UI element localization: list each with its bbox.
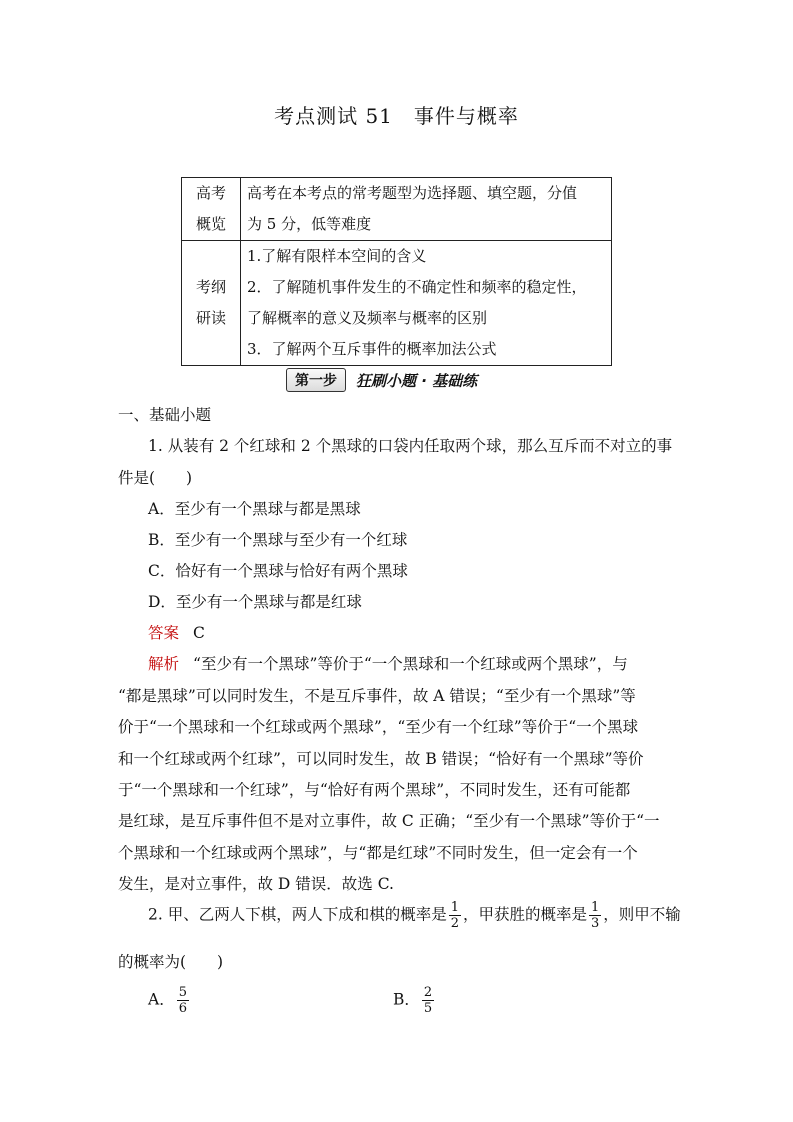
table-row <box>182 178 612 241</box>
analysis-line: 是红球，是互斥事件但不是对立事件，故 C 正确；“至少有一个黑球”等价于“一 <box>118 812 660 830</box>
table-label-syllabus <box>182 241 241 366</box>
table-content-overview <box>241 178 612 241</box>
label-line: 考纲 <box>195 278 226 296</box>
q2-stem-cont: 的概率为( ) <box>118 953 224 971</box>
label-line: 高考 <box>195 184 226 202</box>
analysis-text: “至少有一个黑球”等价于“一个黑球和一个红球或两个黑球”，与 <box>193 655 628 673</box>
table-label-overview <box>182 178 241 241</box>
q1-option-a: A．至少有一个黑球与都是黑球 <box>148 500 361 518</box>
q1-option-c: C．恰好有一个黑球与恰好有两个黑球 <box>148 562 408 580</box>
table-row <box>182 241 612 366</box>
step-banner <box>286 368 477 392</box>
step-badge: 第一步 <box>286 368 346 392</box>
q1-answer <box>148 621 205 643</box>
overview-table <box>181 177 612 366</box>
label-line: 概览 <box>195 215 226 233</box>
q1-option-d: D．至少有一个黑球与都是红球 <box>148 593 362 611</box>
q2-text: ，则甲不输 <box>603 905 681 924</box>
answer-label: 答案 <box>148 624 180 642</box>
q2-stem <box>148 900 681 931</box>
fraction-denominator: 3 <box>591 916 600 931</box>
q1-stem: 1. 从装有 2 个红球和 2 个黑球的口袋内任取两个球，那么互斥而不对立的事 <box>148 437 673 455</box>
table-content-syllabus <box>241 241 612 366</box>
q2-option-a <box>148 985 191 1016</box>
fraction-denominator: 6 <box>178 1001 187 1016</box>
option-label: A． <box>148 990 175 1009</box>
fraction <box>589 900 601 931</box>
step-subtitle: 狂刷小题 · 基础练 <box>356 371 478 390</box>
content-line: 2．了解随机事件发生的不确定性和频率的稳定性， <box>247 278 587 296</box>
q2-option-b <box>393 985 436 1016</box>
fraction-denominator: 2 <box>450 916 459 931</box>
q1-analysis-first <box>148 652 628 674</box>
fraction-numerator: 1 <box>450 900 459 915</box>
fraction-numerator: 2 <box>423 985 433 1000</box>
content-line: 了解概率的意义及频率与概率的区别 <box>247 309 488 327</box>
q1-option-b: B．至少有一个黑球与至少有一个红球 <box>148 531 408 549</box>
answer-value: C <box>193 624 205 642</box>
fraction-numerator: 1 <box>591 900 600 915</box>
fraction-numerator: 5 <box>178 985 187 1000</box>
q2-text: 2. 甲、乙两人下棋，两人下成和棋的概率是 <box>148 905 447 924</box>
content-line: 为 5 分，低等难度 <box>247 215 372 233</box>
q2-text: ，甲获胜的概率是 <box>463 905 588 924</box>
fraction <box>177 985 189 1016</box>
content-line: 1.了解有限样本空间的含义 <box>247 247 427 265</box>
analysis-line: 个黑球和一个红球或两个黑球”，与“都是红球”不同时发生，但一定会有一个 <box>118 844 638 862</box>
analysis-label: 解析 <box>148 655 180 673</box>
content-line: 高考在本考点的常考题型为选择题、填空题，分值 <box>247 184 578 202</box>
fraction-denominator: 5 <box>423 1001 433 1016</box>
content-line: 3．了解两个互斥事件的概率加法公式 <box>247 340 497 358</box>
option-label: B． <box>393 990 420 1009</box>
analysis-line: 于“一个黑球和一个红球”，与“恰好有两个黑球”，不同时发生，还有可能都 <box>118 781 631 799</box>
analysis-line: 和一个红球或两个红球”，可以同时发生，故 B 错误；“恰好有一个黑球”等价 <box>118 750 644 768</box>
fraction <box>449 900 461 931</box>
section-heading: 一、基础小题 <box>118 406 212 424</box>
q1-stem-cont: 件是( ) <box>118 469 193 487</box>
label-line: 研读 <box>195 309 226 327</box>
analysis-line: 发生，是对立事件，故 D 错误．故选 C. <box>118 875 394 893</box>
analysis-line: “都是黑球”可以同时发生，不是互斥事件，故 A 错误；“至少有一个黑球”等 <box>118 687 636 705</box>
fraction <box>422 985 434 1016</box>
analysis-line: 价于“一个黑球和一个红球或两个黑球”，“至少有一个红球”等价于“一个黑球 <box>118 718 639 736</box>
page-title: 考点测试 51 事件与概率 <box>274 104 519 128</box>
